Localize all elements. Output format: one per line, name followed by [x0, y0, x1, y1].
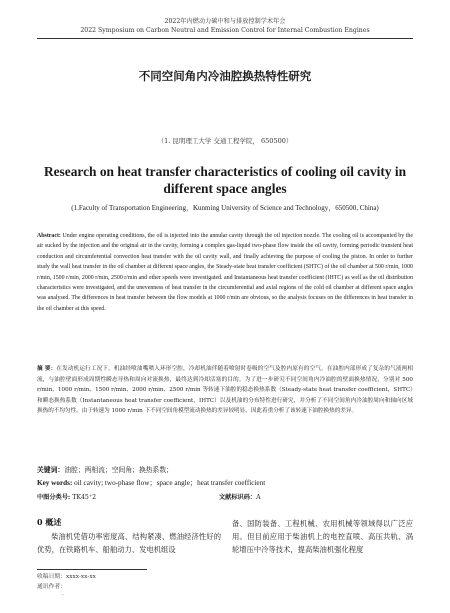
keywords-cn-label: 关键词： [37, 466, 65, 474]
conference-header-en: 2022 Symposium on Carbon Neutral and Emission Control for Internal Combustion Engines [80, 27, 370, 34]
keywords-cn [37, 466, 413, 475]
keywords-cn-text: 油腔；两相流；空间角；换热系数； [64, 466, 173, 474]
footnote-dot: · [62, 593, 64, 599]
footnote-rule [37, 569, 147, 570]
header-rule [37, 38, 413, 39]
body-column-left: 柴油机凭借功率密度高、结构紧凑、燃油经济性好的优势，在铁路机车、船舶动力、发电机组设 [37, 532, 221, 555]
clc-number [37, 492, 217, 501]
classification-line [37, 492, 413, 501]
clc-label: 中图分类号: [37, 494, 71, 501]
conference-header-cn: 2022年内燃动力碳中和与排放控制学术年会 [164, 18, 286, 25]
paper-title-cn: 不同空间角内冷油腔换热特性研究 [138, 69, 312, 83]
keywords-en [37, 479, 413, 488]
abstract-en-label: Abstract: [37, 233, 61, 239]
body-column-right: 备、国防装备、工程机械、农用机械等领域得以广泛应用。但目前应用于柴油机上的电控直喷、高压共轨、涡轮增压中冷等技术，提高柴油机强化程度 [232, 519, 413, 555]
abstract-cn [37, 364, 413, 417]
paper-title-en: Research on heat transfer characteristics of cooling oil cavity in different space angles [43, 164, 407, 196]
affiliation-en: (1.Faculty of Transportation Engineering，Kunming University of Science and Technology，650500, China) [71, 204, 379, 212]
abstract-cn-label: 摘 要： [37, 366, 57, 372]
doc-value: A [256, 494, 261, 501]
document-code [219, 492, 261, 501]
keywords-en-text: oil cavity; two-phase flow；space angle；heat transfer coefficient [74, 479, 266, 487]
abstract-cn-text: 在发动机运行工况下，机油经喷油嘴喷入环形空腔，冷却机油伴随着喷射时卷吸的空气及腔内原有的空气，在油腔内部形成了复杂的气液两相流，与油腔壁面形成周期性瞬态导热和周向对流换热，最终达到冷却活塞的目的。为了进一步研究不同空间角内冷油腔的壁面换热情况，分别对 500 r/min、1000 r/min、1500 r/min、2000 r/min、2500 r/min 等转速下油腔的稳态换热系数（Steady-state heat transfer coefficient，SHTC）和瞬态换热系数（Instantaneous heat transfer coefficient，IHTC）以及机油的分布特性进行研究，并分析了不同空间角内冷油腔周向和轴向区域换热的不均匀性。由于转速为 1000 r/min 下不同空间角模型流动换热的差异较明显，因此着重分析了该转速下油腔换热的差异。 [37, 366, 413, 415]
footnote-received: 收稿日期：xxxx-xx-xx [37, 574, 96, 580]
section-heading: 0 概述 [37, 517, 62, 527]
affiliation-cn: （1. 昆明理工大学 交通工程学院， 650500） [157, 137, 293, 145]
keywords-en-label: Key words: [37, 479, 73, 487]
clc-value: TK45⁺2 [72, 494, 97, 501]
abstract-en [37, 231, 413, 314]
abstract-en-text: Under engine operating conditions, the oil is injected into the annular cavity through the oil injection nozzle. The cooling oil is accompanied by the air sucked by the injection and the original air in the cavity, forming a complex gas-liquid two-phase flow inside the oil cavity, forming periodic transient heat conduction and circumferential convection heat transfer with the oil cavity wall, and finally achieving the purpose of cooling the piston. In order to further study the wall heat transfer in the oil chamber at different space angles, the Steady-state heat transfer coefficient (SHTC) of the oil chamber at 500 r/min, 1000 r/min, 1500 r/min, 2000 r/min, 2500 r/min and other speeds were investigated. and Instantaneous heat transfer coefficient (IHTC) as well as the oil distribution characteristics were investigated, and the unevenness of heat transfer in the circumferential and axial regions of the cold oil chamber at different space angles was analysed. The differences in heat transfer between the flow models at 1000 r/min are obvious, so the analysis focuses on the differences in heat transfer in the oil chamber at this speed. [37, 233, 413, 312]
doc-label: 文献标识码： [218, 494, 257, 501]
footnote-author: 通讯作者： [37, 584, 66, 590]
